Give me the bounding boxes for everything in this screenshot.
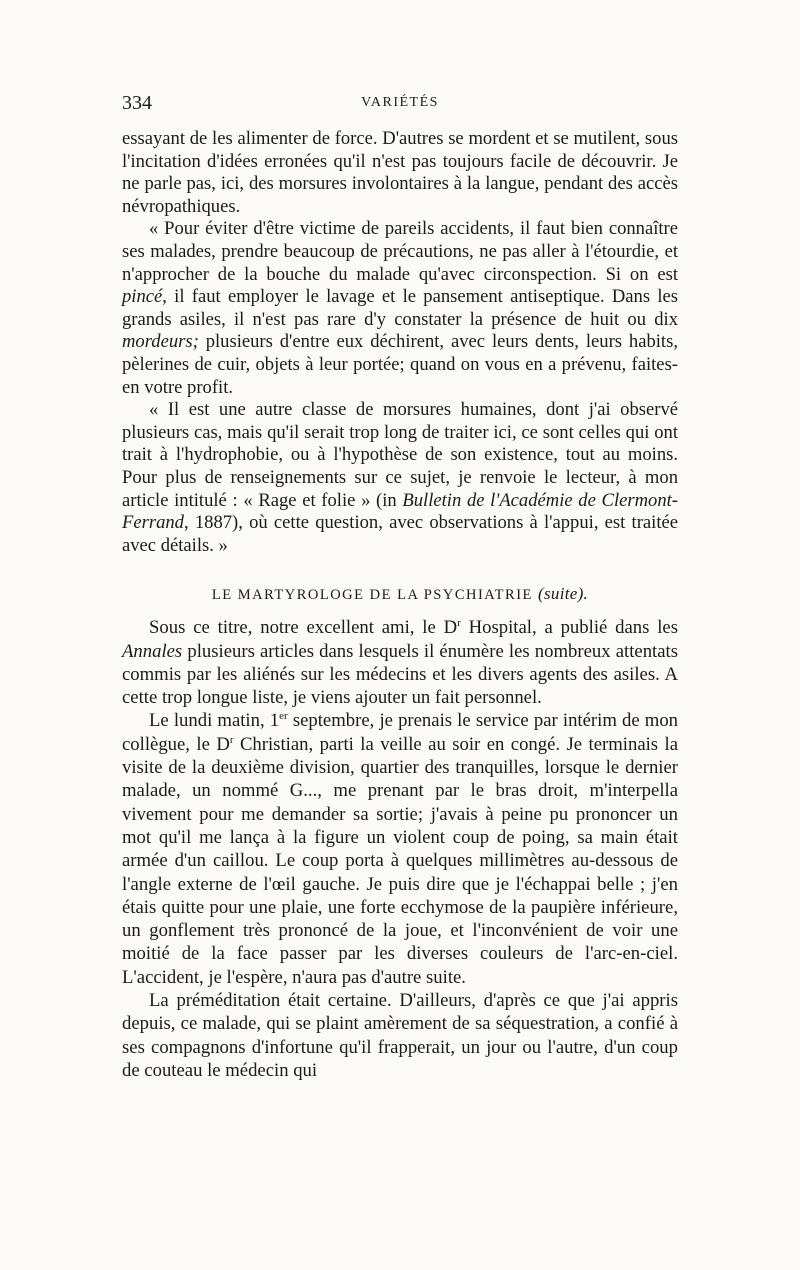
paragraph-continuation: essayant de les alimenter de force. D'autres se mordent et se mutilent, sous l'incitation d'idées erronées qu'il n'est pas toujours facile de découvrir. Je ne parle pas, ici, des morsures involontaires à la langue, pendant des accès névropathiques. — [122, 128, 678, 217]
paragraph-hydrophobia: « Il est une autre classe de morsures humaines, dont j'ai observé plusieurs cas, mais qu'il serait trop long de traiter ici, ce sont celles qui ont trait à l'hydrophobie, ou à l'hypothèse de son existence, tout au moins. Pour plus de renseignements sur ce sujet, je renvoie le lecteur, à mon article intitulé : « Rage et folie » (in Bulletin de l'Académie de Clermont-Ferrand, 1887), où cette question, avec observations à l'appui, est traitée avec détails. » — [122, 399, 678, 556]
paragraph-precautions: « Pour éviter d'être victime de pareils accidents, il faut bien connaître ses malades, prendre beaucoup de précautions, ne pas aller à l'étourdie, et n'approcher de la bouche du malade qu'avec circonspection. Si on est pincé, il faut employer le lavage et le pansement antiseptique. Dans les grands asiles, il n'est pas rare d'y constater la présence de huit ou dix mordeurs; plusieurs d'entre eux déchirent, avec leurs dents, leurs habits, pèlerines de cuir, objets à leur portée; quand on vous en a prévenu, faites-en votre profit. — [122, 218, 678, 398]
paragraph-hospital: Sous ce titre, notre excellent ami, le $D^r$ Hospital, a publié dans les Annales plusieurs articles dans lesquels il énumère les nombreux attentats commis par les aliénés sur les médecins et les divers agents des asiles. A cette trop longue liste, je viens ajouter un fait personnel. — [122, 617, 679, 709]
body-text — [122, 128, 678, 1082]
paragraph-premeditation: La préméditation était certaine. D'ailleurs, d'après ce que j'ai appris depuis, ce malade, qui se plaint amèrement de sa séquestration, a confié à ses compagnons d'infortune qu'il frapperait, un jour ou l'autre, d'un coup de couteau le médecin qui — [122, 990, 678, 1081]
page-header — [122, 92, 678, 116]
paragraph-incident: Le lundi matin, 1er septembre, je prenais le service par intérim de mon collègue, le $D^r$ Christian, parti la veille au soir en congé. Je terminais la visite de la deuxième division, quartier des tranquilles, lorsque le dernier malade, un nommé G..., me prenant par le bras droit, m'interpella vivement pour me demander sa sortie; j'avais à peine pu prononcer un mot qu'il me lança à la figure un violent coup de poing, sa main était armée d'un caillou. Le coup porta à quelques millimètres au-dessous de l'angle externe de l'œil gauche. Je puis dire que je l'échappai belle ; j'en étais quitte pour une plaie, une forte ecchymose de la paupière inférieure, un gonflement très prononcé de la joue, et l'inconvénient de voir une moitié de la face passer par les diverses couleurs de l'arc-en-ciel. L'accident, je l'espère, n'aura pas d'autre suite. — [122, 710, 679, 988]
page-number: 334 — [122, 92, 152, 114]
running-head: VARIÉTÉS — [361, 95, 439, 110]
section-title: LE MARTYROLOGE DE LA PSYCHIATRIE (suite). — [211, 584, 589, 604]
section-title-note: (suite). — [538, 584, 589, 604]
